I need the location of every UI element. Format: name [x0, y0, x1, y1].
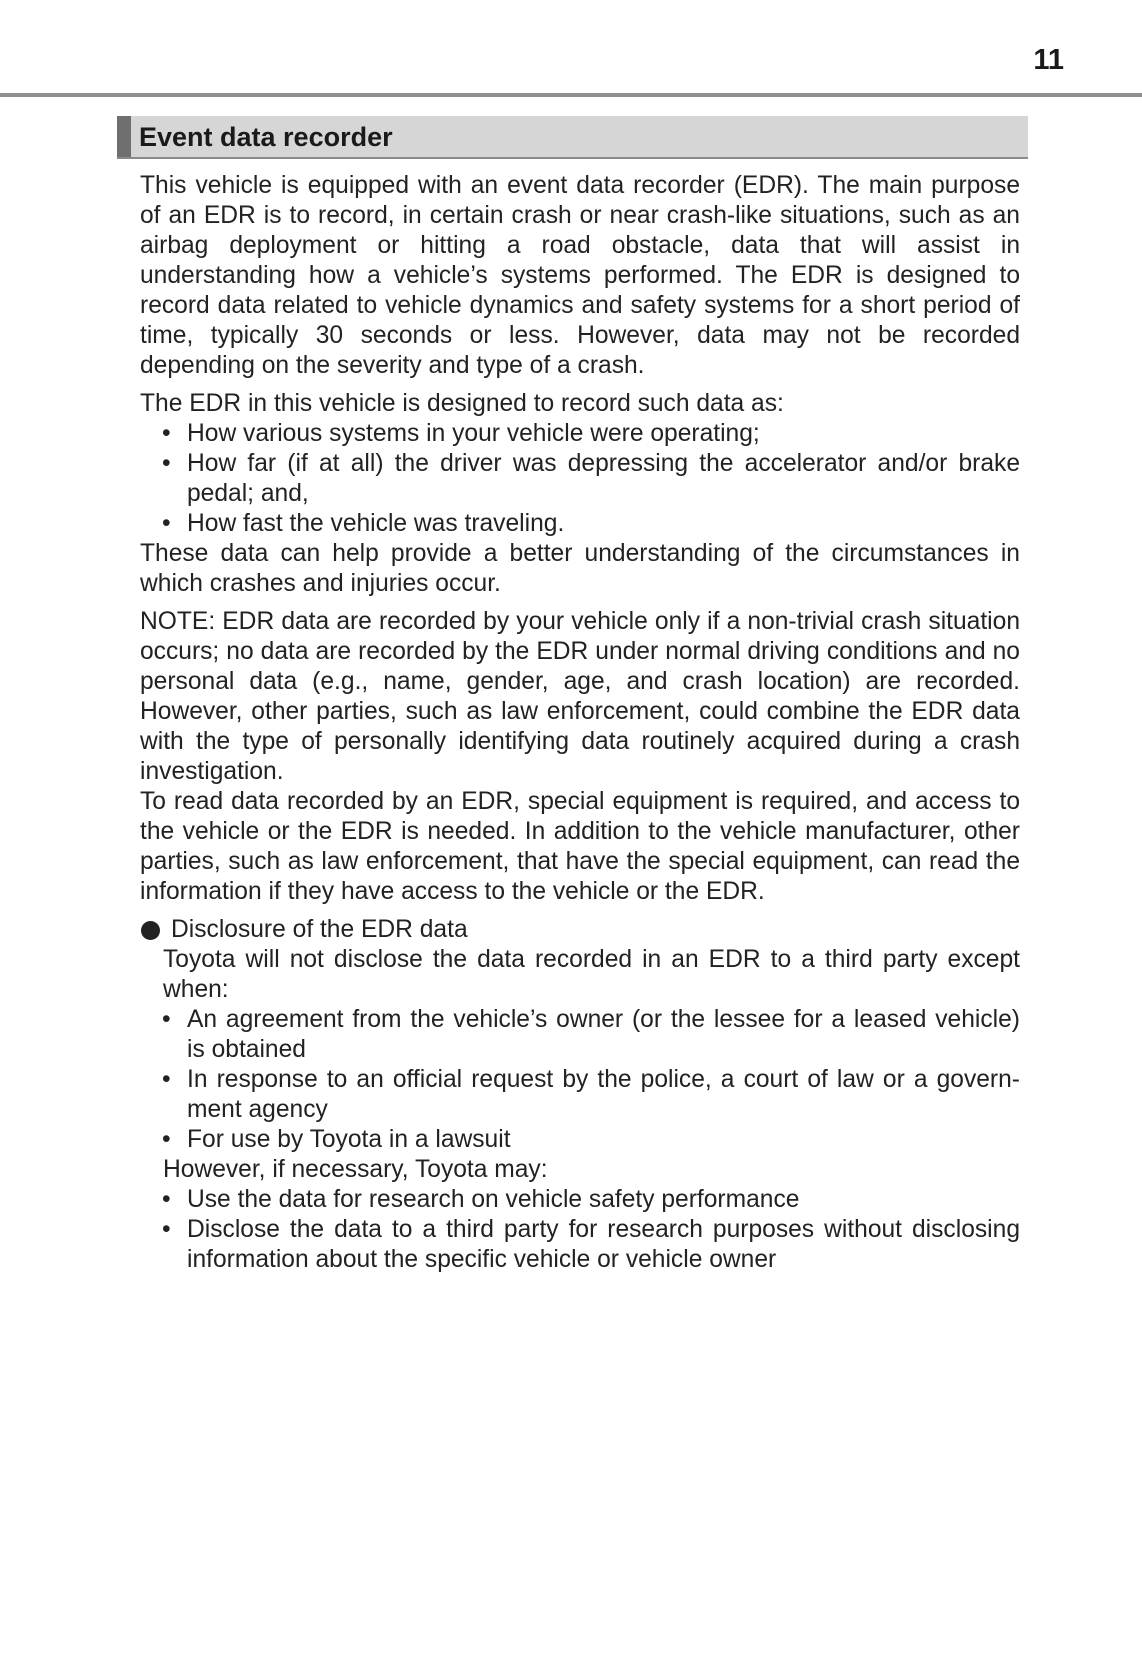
list-item — [140, 1125, 1020, 1155]
bullet-icon: • — [162, 1126, 171, 1153]
list-item-text: How fast the vehicle was traveling. — [187, 510, 565, 537]
list-item — [140, 1215, 1020, 1275]
bullet-icon: • — [162, 1066, 171, 1093]
bullet-icon: • — [162, 450, 171, 477]
list-item — [140, 449, 1020, 509]
intro-paragraph: This vehicle is equipped with an event data recorder (EDR). The main purpose of an EDR is to record, in certain crash or near crash-like situations, such as an airbag deployment or hitting a road obstacle, data that will assist in understanding how a vehicle’s systems performed. The EDR is designed to record data related to vehicle dynamics and safety systems for a short period of time, typically 30 seconds or less. However, data may not be recorded depending on the severity and type of a crash. — [140, 172, 1020, 379]
disclosure-heading-text: Disclosure of the EDR data — [171, 916, 468, 943]
disclosure-heading — [140, 915, 1020, 945]
however-paragraph: However, if necessary, Toyota may: — [163, 1156, 548, 1183]
list-item-text: How various systems in your vehicle were operating; — [187, 420, 760, 447]
record-list — [140, 419, 1020, 539]
list-item — [140, 1005, 1020, 1065]
list-item-text: Disclose the data to a third party for research purposes without disclosing information about the specific vehicle or vehicle owner — [187, 1216, 1020, 1273]
filled-circle-icon — [141, 921, 160, 940]
note-paragraph: NOTE: EDR data are recorded by your vehicle only if a non-trivial crash situation occurs; no data are recorded by the EDR under normal driving conditions and no personal data (e.g., name, gender, age, and crash location) are recorded. However, other parties, such as law enforcement, could combine the EDR data with the type of personally identifying data routinely acquired during a crash investigation. — [140, 608, 1020, 785]
record-intro-paragraph: The EDR in this vehicle is designed to record such data as: — [140, 390, 784, 417]
list-item-text: How far (if at all) the driver was depressing the accelerator and/or brake pedal; and, — [187, 450, 1020, 507]
list-item — [140, 419, 1020, 449]
header-rule — [0, 93, 1142, 97]
bullet-icon: • — [162, 1216, 171, 1243]
list-item-text: For use by Toyota in a lawsuit — [187, 1126, 511, 1153]
list-item — [140, 509, 1020, 539]
list-item-text: Use the data for research on vehicle safety performance — [187, 1186, 800, 1213]
read-data-paragraph: To read data recorded by an EDR, special equipment is required, and access to the vehicle or the EDR is needed. In addition to the vehicle manufacturer, other parties, such as law enforcement, that have the special equipment, can read the information if they have access to the vehicle or the EDR. — [140, 788, 1020, 905]
bullet-icon: • — [162, 1006, 171, 1033]
however-section — [140, 1155, 1020, 1185]
bullet-icon: • — [162, 1186, 171, 1213]
disclosure-exceptions-list — [140, 1005, 1020, 1155]
toyota-may-list — [140, 1185, 1020, 1275]
understanding-paragraph: These data can help provide a better understanding of the circumstances in which crashes and injuries occur. — [140, 540, 1020, 597]
list-item-text: In response to an official request by the police, a court of law or a government agency — [187, 1066, 1020, 1123]
section-header-accent-bar — [117, 116, 131, 157]
list-item — [140, 1185, 1020, 1215]
bullet-icon: • — [162, 510, 171, 537]
section-header — [117, 116, 1028, 159]
section-title: Event data recorder — [139, 122, 393, 152]
body-content — [140, 171, 1020, 1275]
list-item-text: An agreement from the vehicle’s owner (or the lessee for a leased vehicle) is obtained — [187, 1006, 1020, 1063]
disclosure-section — [140, 945, 1020, 1005]
disclosure-intro: Toyota will not disclose the data recorded in an EDR to a third party except when: — [163, 946, 1020, 1003]
list-item — [140, 1065, 1020, 1125]
bullet-icon: • — [162, 420, 171, 447]
page-number: 11 — [1033, 44, 1064, 76]
